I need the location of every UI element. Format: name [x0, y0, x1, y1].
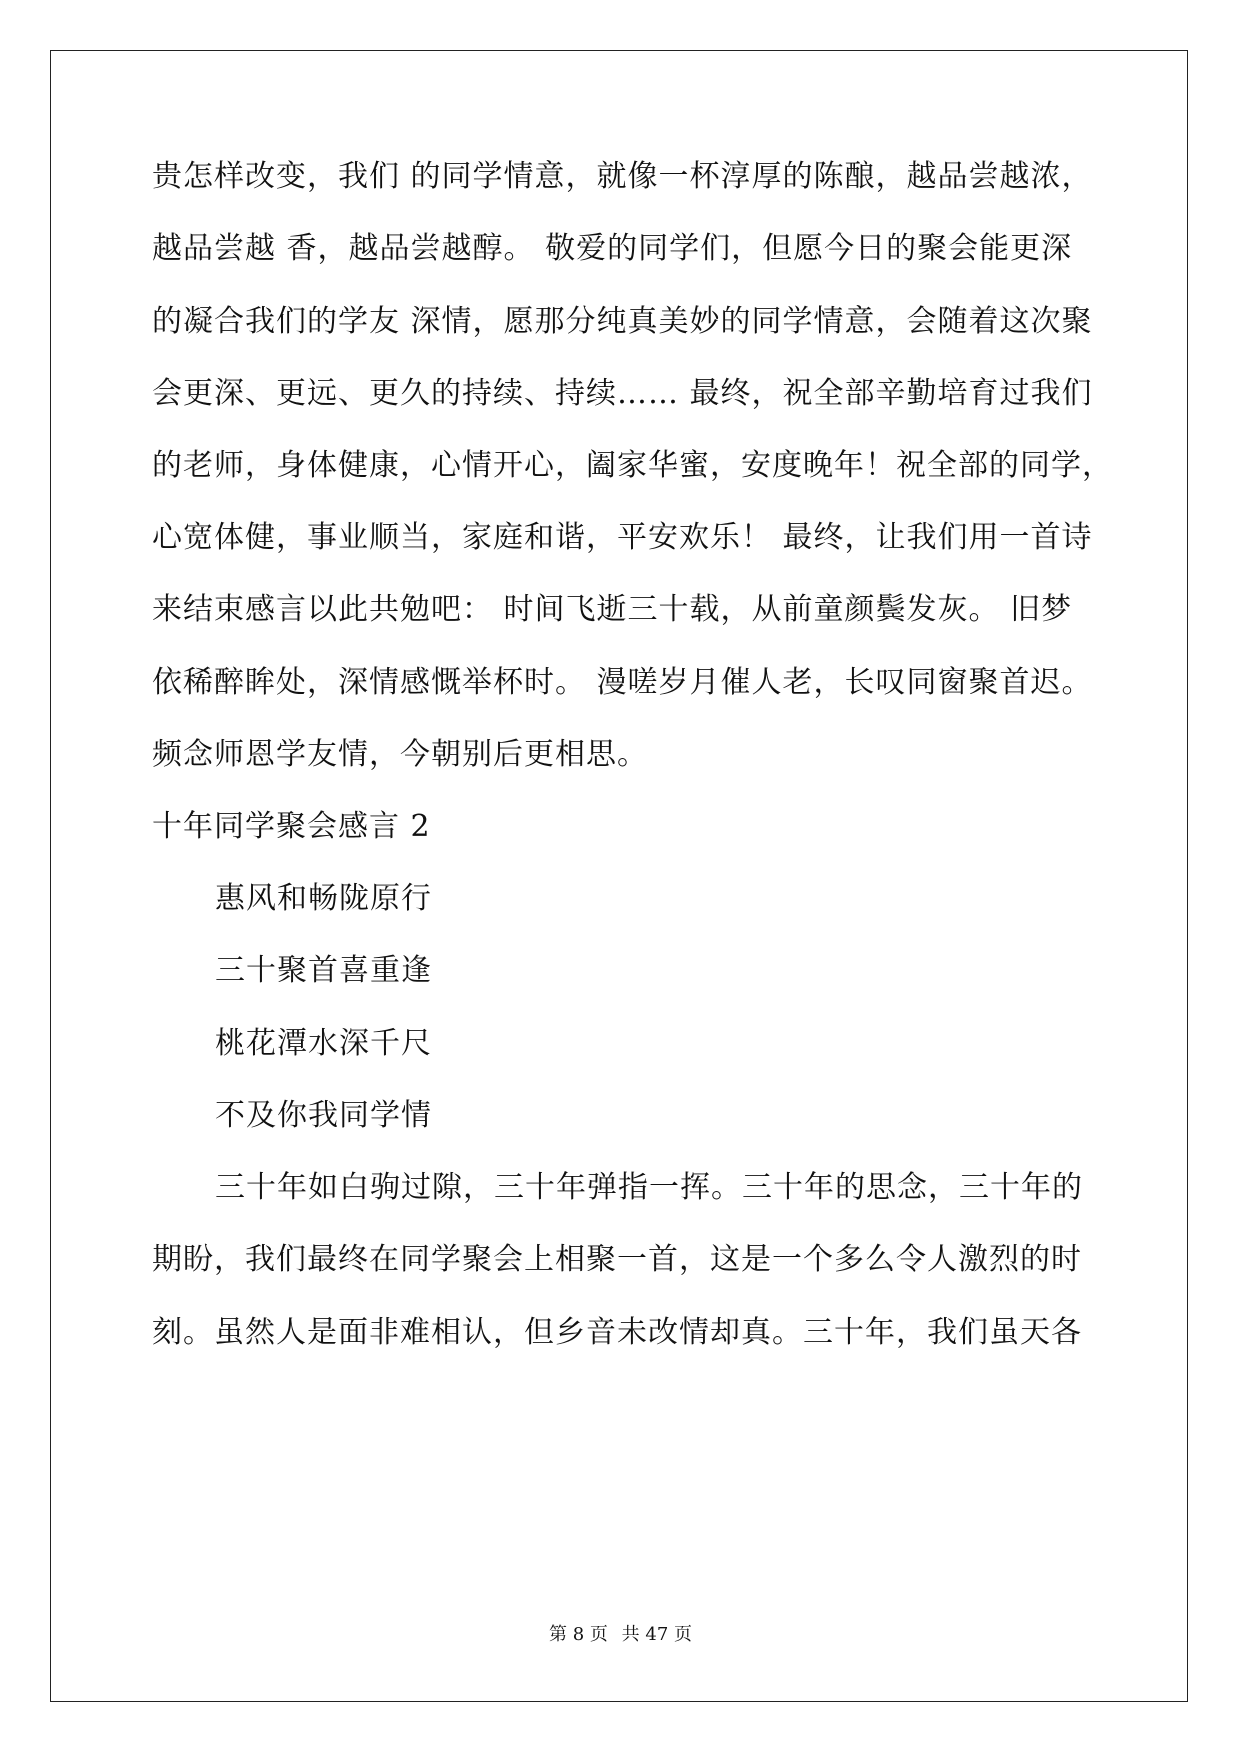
page-number: 第 8 页	[549, 1624, 608, 1645]
page-footer	[0, 1623, 1241, 1647]
poem-line: 不及你我同学情	[215, 1098, 432, 1133]
text-line: 会更深、更远、更久的持续、持续…… 最终，祝全部辛勤培育过我们	[152, 376, 1093, 411]
text-line: 的凝合我们的学友 深情，愿那分纯真美妙的同学情意，会随着这次聚	[152, 304, 1093, 339]
page-border	[50, 50, 1188, 1702]
text-line: 的老师，身体健康，心情开心，阖家华蜜，安度晚年！祝全部的同学，	[152, 448, 1113, 483]
text-line: 越品尝越 香，越品尝越醇。 敬爱的同学们，但愿今日的聚会能更深	[152, 231, 1073, 266]
poem-line: 惠风和畅陇原行	[215, 881, 432, 916]
page-total: 共 47 页	[621, 1624, 692, 1645]
paragraph-line: 期盼，我们最终在同学聚会上相聚一首，这是一个多么令人激烈的时	[152, 1242, 1082, 1277]
poem-line: 桃花潭水深千尺	[215, 1026, 432, 1061]
text-line: 频念师恩学友情，今朝别后更相思。	[152, 737, 648, 772]
text-line: 依稀醉眸处，深情感慨举杯时。 漫嗟岁月催人老，长叹同窗聚首迟。	[152, 665, 1093, 700]
section-heading: 十年同学聚会感言 2	[152, 809, 431, 844]
text-line: 来结束感言以此共勉吧： 时间飞逝三十载，从前童颜鬓发灰。 旧梦	[152, 592, 1073, 627]
paragraph-line: 刻。虽然人是面非难相认，但乡音未改情却真。三十年，我们虽天各	[152, 1315, 1082, 1350]
poem-line: 三十聚首喜重逢	[215, 953, 432, 988]
text-line: 心宽体健，事业顺当，家庭和谐，平安欢乐！ 最终，让我们用一首诗	[152, 520, 1093, 555]
text-line: 贵怎样改变，我们 的同学情意，就像一杯淳厚的陈酿，越品尝越浓，	[152, 159, 1093, 194]
paragraph-line: 三十年如白驹过隙，三十年弹指一挥。三十年的思念，三十年的	[215, 1170, 1083, 1205]
